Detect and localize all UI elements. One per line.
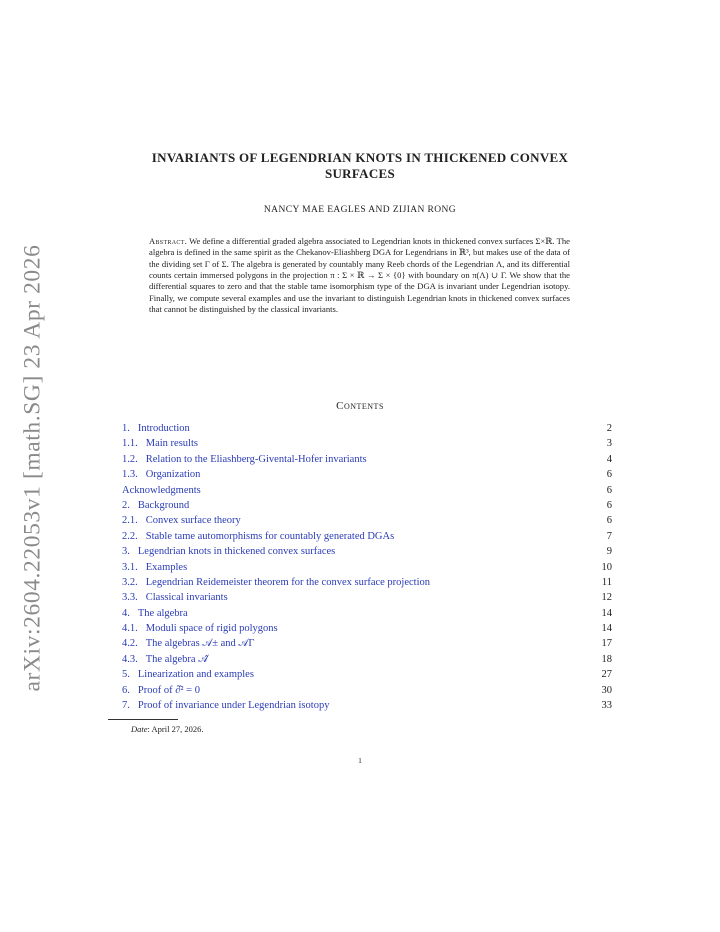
toc-entry[interactable] <box>122 652 612 667</box>
toc-link[interactable] <box>122 560 187 575</box>
toc-section-number: 1.2. <box>122 453 138 465</box>
toc-section-number: 1.1. <box>122 438 138 450</box>
toc-section-number: 4.2. <box>122 638 138 650</box>
toc-section-title: Proof of ∂̂² = 0 <box>137 684 200 696</box>
toc-link[interactable] <box>122 683 200 698</box>
toc-section-number: 6. <box>122 684 130 696</box>
date-value: : April 27, 2026. <box>147 724 204 734</box>
toc-section-title: Moduli space of rigid polygons <box>145 623 278 635</box>
toc-page-number: 14 <box>601 623 612 635</box>
toc-section-number: 4.3. <box>122 653 138 665</box>
toc-page-number: 9 <box>606 546 612 558</box>
toc-section-number: 1.3. <box>122 469 138 481</box>
toc-section-title: Relation to the Eliashberg-Givental-Hofer invariants <box>145 453 367 465</box>
toc-entry[interactable] <box>122 513 612 528</box>
toc-entry[interactable] <box>122 483 612 498</box>
toc-entry[interactable] <box>122 560 612 575</box>
toc-entry[interactable] <box>122 544 612 559</box>
date-footnote <box>131 724 204 734</box>
toc-section-number: 7. <box>122 700 130 712</box>
toc-section-title: Organization <box>145 469 201 481</box>
toc-section-title: The algebras 𝒜± and 𝒜Γ <box>145 638 255 650</box>
toc-page-number: 11 <box>601 576 612 588</box>
toc-link[interactable] <box>122 698 329 713</box>
toc-entry[interactable] <box>122 667 612 682</box>
toc-section-number: 3.1. <box>122 561 138 573</box>
toc-page-number: 12 <box>601 592 612 604</box>
toc-page-number: 33 <box>601 700 612 712</box>
toc-section-number: 3.2. <box>122 576 138 588</box>
toc-page-number: 27 <box>601 669 612 681</box>
arxiv-stamp <box>13 244 53 692</box>
toc-entry[interactable] <box>122 590 612 605</box>
toc-link[interactable] <box>122 452 367 467</box>
toc-entry[interactable] <box>122 683 612 698</box>
toc-entry[interactable] <box>122 621 612 636</box>
toc-entry[interactable] <box>122 498 612 513</box>
toc-entry[interactable] <box>122 467 612 482</box>
toc-section-number: 5. <box>122 669 130 681</box>
page-number: 1 <box>358 756 362 765</box>
toc-section-number: 3.3. <box>122 592 138 604</box>
toc-section-title: Classical invariants <box>145 592 228 604</box>
toc-section-title: Linearization and examples <box>137 669 254 681</box>
toc-section-number: 2.2. <box>122 530 138 542</box>
toc-section-number: 3. <box>122 546 130 558</box>
toc-entry[interactable] <box>122 436 612 451</box>
toc-page-number: 6 <box>606 499 612 511</box>
toc-link[interactable] <box>122 436 198 451</box>
contents-heading: Contents <box>336 400 384 412</box>
toc-link[interactable] <box>122 590 228 605</box>
toc-link[interactable] <box>122 498 189 513</box>
toc-page-number: 10 <box>601 561 612 573</box>
toc-section-title: Legendrian Reidemeister theorem for the convex surface projection <box>145 576 431 588</box>
toc-section-title: Legendrian knots in thickened convex surfaces <box>137 546 336 558</box>
toc-link[interactable] <box>122 606 188 621</box>
toc-section-title: Stable tame automorphisms for countably generated DGAs <box>145 530 395 542</box>
toc-section-number: 4.1. <box>122 623 138 635</box>
toc-page-number: 18 <box>601 653 612 665</box>
toc-section-title: Proof of invariance under Legendrian isotopy <box>137 700 330 712</box>
toc-page-number: 14 <box>601 607 612 619</box>
toc-section-title: Background <box>137 499 190 511</box>
abstract-text: We define a differential graded algebra associated to Legendrian knots in thickened convex surfaces Σ×ℝ. The algebra is defined in the same spirit as the Chekanov-Eliashberg DGA for Legendrians in ℝ³, but makes use of the data of the dividing set Γ of Σ. The algebra is generated by countably many Reeb chords of the Legendrian Λ, and its differential counts certain immersed polygons in the projection π : Σ × ℝ → Σ × {0} with boundary on π(Λ) ∪ Γ. We show that the differential squares to zero and that the stable tame isomorphism type of the DGA is invariant under Legendrian isotopy. Finally, we compute several examples and use the invariant to distinguish Legendrian knots in thickened convex surfaces that cannot be distinguished by the classical invariants. <box>149 236 570 315</box>
toc-page-number: 6 <box>606 469 612 481</box>
toc-page-number: 6 <box>606 515 612 527</box>
arxiv-identifier: arXiv:2604.22053v1 [math.SG] 23 Apr 2026 <box>19 244 46 692</box>
toc-page-number: 7 <box>606 530 612 542</box>
paper-title <box>100 150 620 182</box>
toc-entry[interactable] <box>122 636 612 651</box>
toc-page-number: 6 <box>606 484 612 496</box>
title-line-2: SURFACES <box>324 166 396 181</box>
toc-section-number: 2. <box>122 499 130 511</box>
toc-section-number: 2.1. <box>122 515 138 527</box>
date-label: Date <box>131 724 148 734</box>
toc-link[interactable] <box>122 575 430 590</box>
toc-link[interactable] <box>122 467 200 482</box>
toc-link[interactable] <box>122 636 254 651</box>
toc-link[interactable] <box>122 652 208 667</box>
toc-section-number: 4. <box>122 607 130 619</box>
toc-entry[interactable] <box>122 452 612 467</box>
toc-entry[interactable] <box>122 421 612 436</box>
toc-section-title: Main results <box>145 438 198 450</box>
toc-link[interactable] <box>122 421 190 436</box>
toc-page-number: 17 <box>601 638 612 650</box>
authors: NANCY MAE EAGLES AND ZIJIAN RONG <box>263 205 457 215</box>
toc-entry[interactable] <box>122 698 612 713</box>
toc-section-title: Convex surface theory <box>145 515 241 527</box>
toc-link[interactable] <box>122 667 254 682</box>
toc-entry[interactable] <box>122 575 612 590</box>
toc-page-number: 4 <box>606 453 612 465</box>
toc-page-number: 2 <box>606 423 612 434</box>
toc-section-title: The algebra <box>137 607 188 619</box>
toc-page-number: 30 <box>601 684 612 696</box>
toc-link[interactable] <box>122 621 278 636</box>
toc-section-title: Introduction <box>137 423 190 434</box>
toc-link[interactable] <box>122 529 394 544</box>
toc-entry[interactable] <box>122 529 612 544</box>
toc-link[interactable] <box>122 483 201 498</box>
footnote-rule <box>108 719 178 720</box>
toc-section-title: Examples <box>145 561 188 573</box>
title-line-1: INVARIANTS OF LEGENDRIAN KNOTS IN THICKENED CONVEX <box>151 150 569 165</box>
table-of-contents <box>122 421 612 713</box>
toc-page-number: 3 <box>606 438 612 450</box>
abstract-label: Abstract. <box>149 236 188 246</box>
toc-entry[interactable] <box>122 606 612 621</box>
abstract <box>149 236 570 315</box>
toc-link[interactable] <box>122 544 335 559</box>
toc-section-number: 1. <box>122 423 130 434</box>
toc-section-title: Acknowledgments <box>122 484 201 496</box>
toc-section-title: The algebra 𝒜̂ <box>145 653 209 665</box>
toc-link[interactable] <box>122 513 241 528</box>
